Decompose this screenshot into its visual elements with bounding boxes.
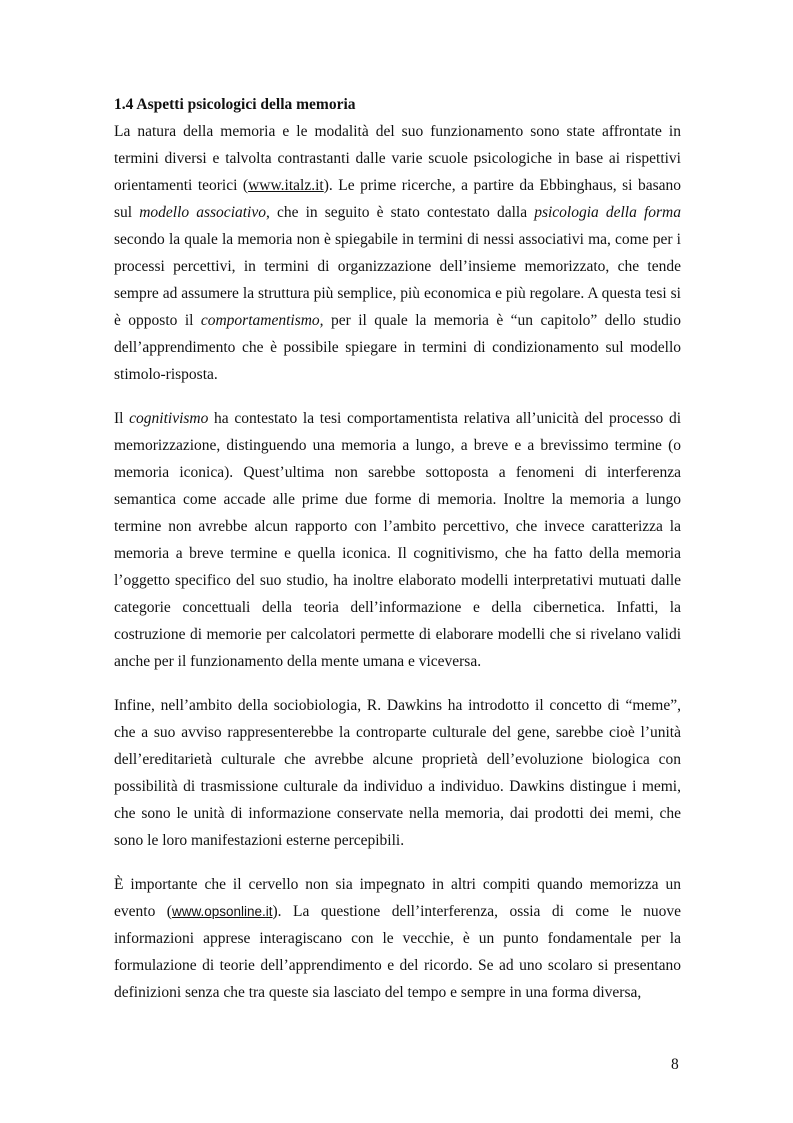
term-psicologia-della-forma: psicologia della forma <box>534 204 682 221</box>
paragraph-1-text-1: La natura della memoria e le modalità del suo funzionamento sono state affrontate in termini diversi e talvolta contrastanti dalle varie scuole psicologiche in base ai rispettivi orientamenti teorici ( <box>114 123 681 194</box>
paragraph-3: Infine, nell’ambito della sociobiologia, R. Dawkins ha introdotto il concetto di “meme”, che a suo avviso rappresenterebbe la controparte culturale del gene, sarebbe cioè l’unità dell’ereditarietà culturale che avrebbe alcune proprietà dell’evoluzione biologica con possibilità di trasmissione culturale da individuo a individuo. Dawkins distingue i memi, che sono le unità di informazione conservate nella memoria, dai prodotti dei memi, che sono le loro manifestazioni esterne percepibili. <box>114 697 681 849</box>
link-italz[interactable]: www.italz.it <box>248 177 324 194</box>
document-body <box>114 92 681 1023</box>
paragraph-4-text-1: È importante che il cervello non sia impegnato in altri compiti quando memorizza un evento ( <box>114 876 681 920</box>
paragraph-4-text-2: ). La questione dell’interferenza, ossia di come le nuove informazioni apprese interagiscano con le vecchie, è un punto fondamentale per la formulazione di teorie dell’apprendimento e del ricordo. Se ad uno scolaro si presentano definizioni senza che tra queste sia lasciato del tempo e sempre in una forma diversa, <box>114 903 681 1001</box>
paragraph-1-text-4: secondo la quale la memoria non è spiegabile in termini di nessi associativi ma, come per i processi percettivi, in termini di organizzazione dell’insieme memorizzato, che tende sempre ad assumere la struttura più semplice, più economica e più regolare. A questa tesi si è opposto il <box>114 231 681 329</box>
paragraph-1-text-3: , che in seguito è stato contestato dalla <box>266 204 535 221</box>
paragraph-1-text-5: per il quale la memoria è “un capitolo” dello studio dell’apprendimento che è possibile spiegare in termini di condizionamento sul modello stimolo-risposta. <box>114 312 681 383</box>
term-modello-associativo: modello associativo <box>139 204 266 221</box>
paragraph-2-text-2: ha contestato la tesi comportamentista relativa all’unicità del processo di memorizzazione, distinguendo una memoria a lungo, a breve e a brevissimo termine (o memoria iconica). Quest’ultima non sarebbe sottoposta a fenomeni di interferenza semantica come accade alle prime due forme di memoria. Inoltre la memoria a lungo termine non avrebbe alcun rapporto con l’ambito percettivo, che invece caratterizza la memoria a breve termine e quella iconica. Il cognitivismo, che ha fatto della memoria l’oggetto specifico del suo studio, ha inoltre elaborato modelli interpretativi mutuati dalle categorie concettuali della teoria dell’informazione e della cibernetica. Infatti, la costruzione di memorie per calcolatori permette di elaborare modelli che si rivelano validi anche per il funzionamento della mente umana e viceversa. <box>114 410 681 670</box>
paragraph-1-text-2: ). Le prime ricerche, a partire da Ebbinghaus, si basano sul <box>114 177 681 221</box>
paragraph-1 <box>114 118 681 388</box>
term-cognitivismo: cognitivismo <box>129 410 209 427</box>
paragraph-2-text-1: Il <box>114 410 130 427</box>
paragraph-2 <box>114 405 681 675</box>
link-opsonline[interactable]: www.opsonline.it <box>171 904 273 919</box>
term-comportamentismo: comportamentismo, <box>200 312 324 329</box>
section-title: 1.4 Aspetti psicologici della memoria <box>114 96 356 113</box>
page-number: 8 <box>671 1056 679 1073</box>
paragraph-4 <box>114 871 681 1006</box>
